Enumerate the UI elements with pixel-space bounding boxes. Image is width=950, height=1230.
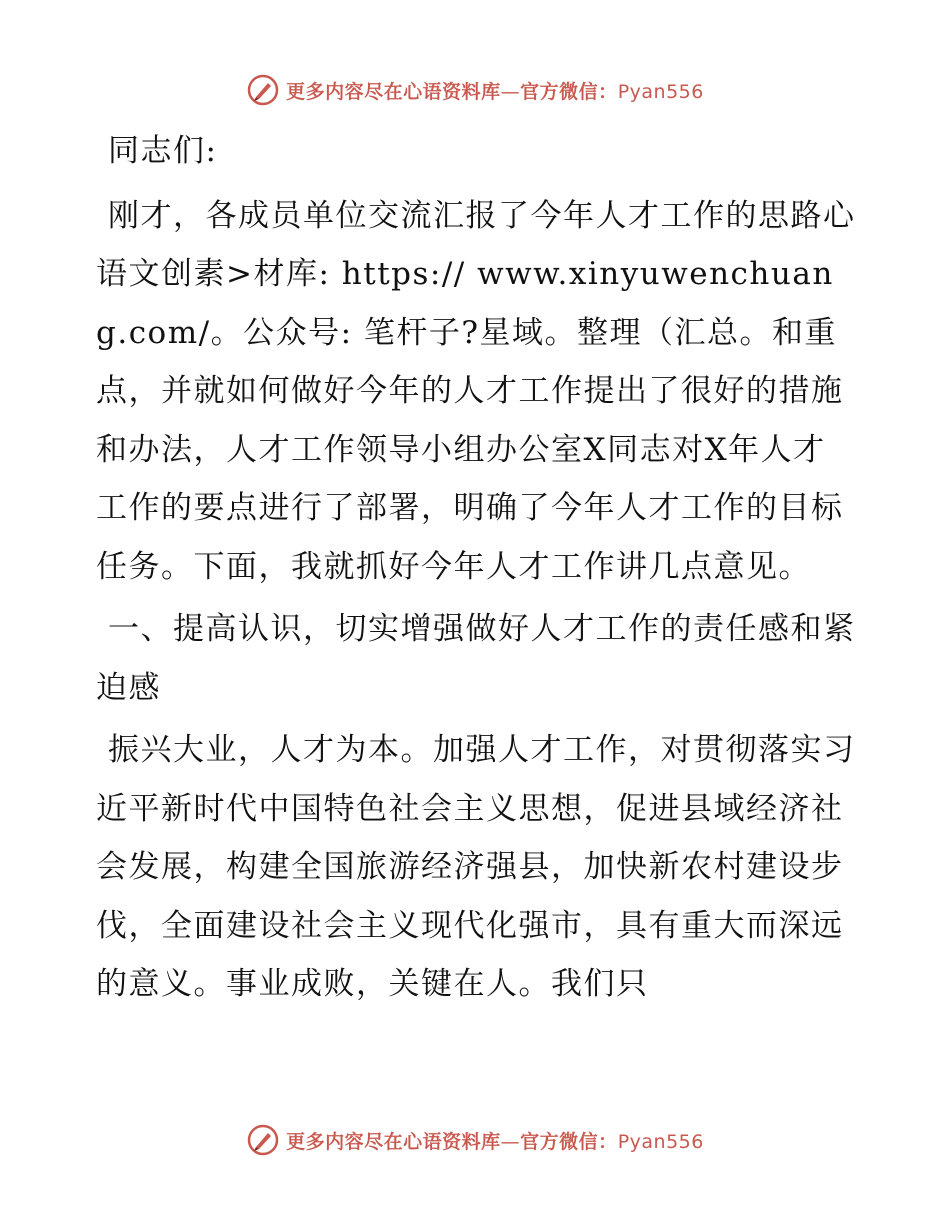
- header-wechat-id: Pyan556: [617, 80, 704, 103]
- document-body: [96, 122, 856, 1018]
- footer-banner: [0, 1120, 950, 1160]
- header-wechat-label: 官方微信：: [520, 80, 618, 103]
- section-heading-1: 一、提高认识，切实增强做好人才工作的责任感和紧迫感: [96, 611, 856, 706]
- footer-wechat-label: 官方微信：: [520, 1130, 618, 1153]
- footer-separator: —: [500, 1130, 521, 1153]
- salutation: 同志们:: [108, 133, 218, 169]
- header-brand: 更多内容尽在心语资料库: [286, 80, 501, 103]
- paragraph-intro: 刚才，各成员单位交流汇报了今年人才工作的思路心语文创素>材库: https:// www.xinyuwenchuang.com/。公众号: 笔杆子?星域。整理（汇总。和重点，并就如何做好今年的人才工作提出了很好的措施和办法，人才工作领导小组办公室X同志对X年人才工作的要点进行了部署，明确了今年人才工作的目标任务。下面，我就抓好今年人才工作讲几点意见。: [96, 197, 856, 585]
- header-banner: [0, 70, 950, 110]
- header-banner-text: [286, 77, 704, 104]
- footer-banner-text: [286, 1127, 704, 1154]
- footer-wechat-id: Pyan556: [617, 1130, 704, 1153]
- pen-logo-icon: [246, 1123, 280, 1157]
- pen-logo-icon: [246, 73, 280, 107]
- header-separator: —: [500, 80, 521, 103]
- paragraph-section-1: 振兴大业，人才为本。加强人才工作，对贯彻落实习近平新时代中国特色社会主义思想，促进县域经济社会发展，构建全国旅游经济强县，加快新农村建设步伐，全面建设社会主义现代化强市，具有重大而深远的意义。事业成败，关键在人。我们只: [96, 732, 856, 1002]
- footer-brand: 更多内容尽在心语资料库: [286, 1130, 501, 1153]
